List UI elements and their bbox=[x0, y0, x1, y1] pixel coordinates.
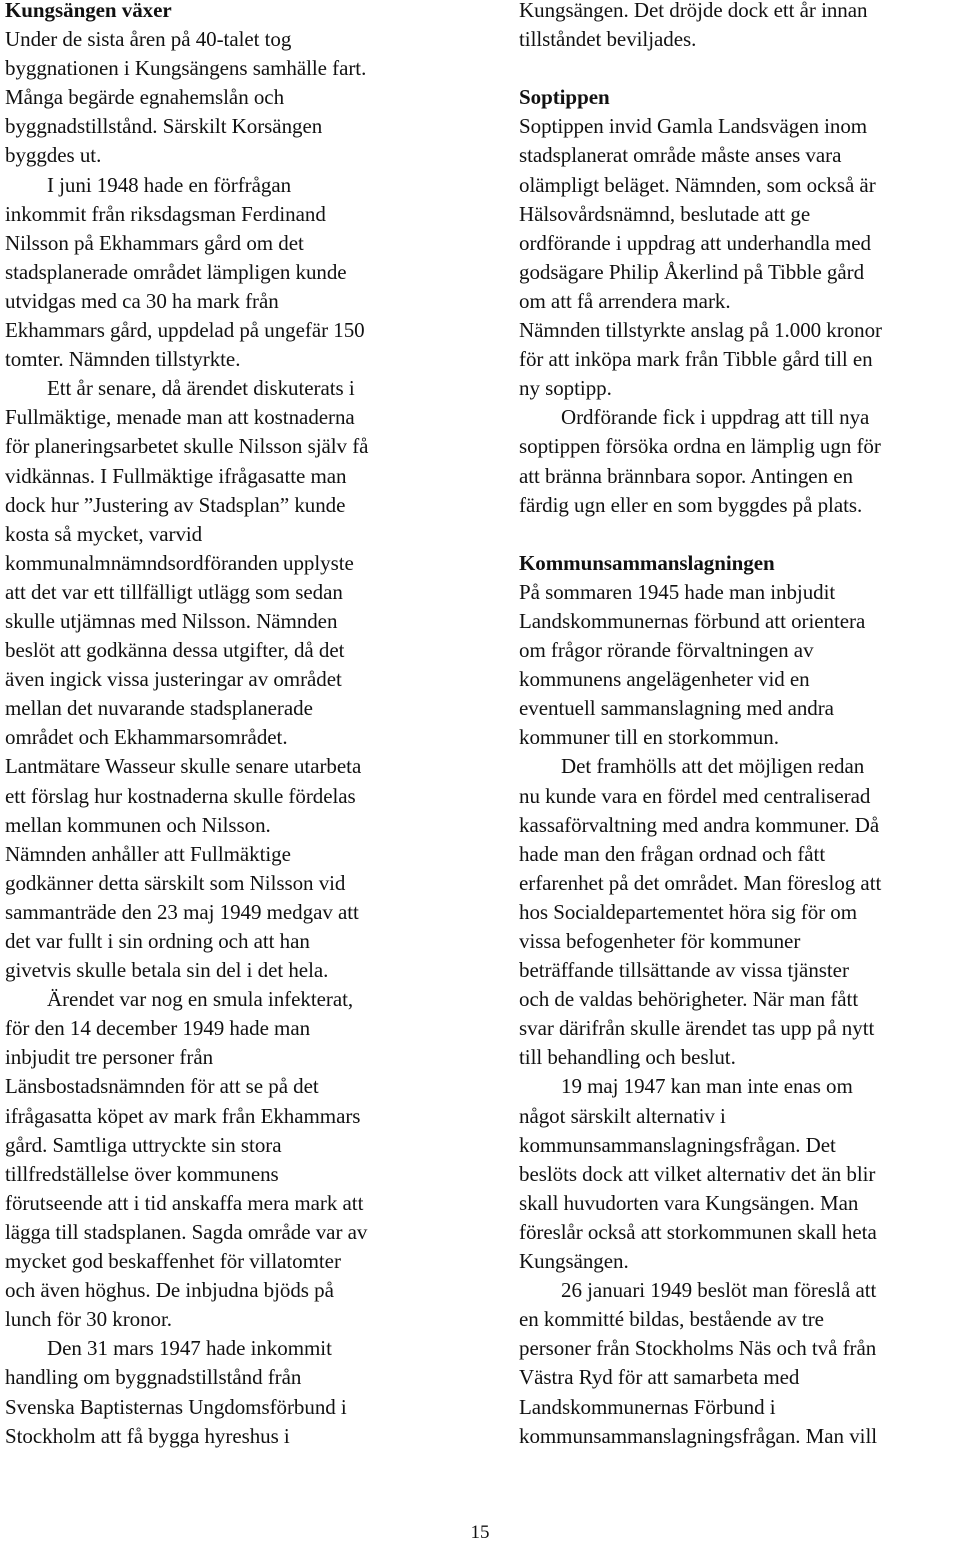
text-line: för den 14 december 1949 hade man bbox=[5, 1016, 311, 1041]
text-line: det var fullt i sin ordning och att han bbox=[5, 929, 310, 953]
text-line: Lantmätare Wasseur skulle senare utarbeta bbox=[5, 754, 362, 779]
text-line: inkommit från riksdagsman Ferdinand bbox=[5, 201, 326, 226]
text-line: Nämnden anhåller att Fullmäktige bbox=[5, 841, 291, 866]
text-line: att bränna brännbara sopor. Antingen en bbox=[519, 463, 853, 488]
text-line: beslöt att godkänna dessa utgifter, då det bbox=[5, 638, 345, 663]
text-line: kommunens angelägenheter vid en bbox=[519, 667, 810, 692]
text-line: ifrågasatta köpet av mark från Ekhammars bbox=[5, 1103, 361, 1128]
text-line: 19 maj 1947 kan man inte enas om bbox=[561, 1074, 853, 1099]
text-line: Ett år senare, då ärendet diskuterats i bbox=[47, 376, 355, 401]
text-line: byggnationen i Kungsängens samhälle fart. bbox=[5, 56, 367, 81]
text-line: byggdes ut. bbox=[5, 143, 102, 168]
text-line: gård. Samtliga uttryckte sin stora bbox=[5, 1132, 282, 1157]
text-line: beträffande tillsättande av vissa tjänster bbox=[519, 958, 849, 983]
text-line: Länsbostadsnämnden för att se på det bbox=[5, 1074, 319, 1099]
text-line: Nämnden tillstyrkte anslag på 1.000 kronor bbox=[519, 318, 882, 343]
paragraph-gap bbox=[519, 54, 959, 83]
text-line: för planeringsarbetet skulle Nilsson själv få bbox=[5, 434, 369, 459]
text-line: till behandling och beslut. bbox=[519, 1045, 736, 1070]
text-line: ett förslag hur kostnaderna skulle fördelas bbox=[5, 783, 356, 808]
text-line: godsägare Philip Åkerlind på Tibble gård bbox=[519, 259, 865, 284]
text-line: hos Socialdepartementet höra sig för om bbox=[519, 899, 858, 924]
text-line: något särskilt alternativ i bbox=[519, 1103, 726, 1128]
text-line: skall huvudorten vara Kungsängen. Man bbox=[519, 1190, 859, 1215]
text-line: utvidgas med ca 30 ha mark från bbox=[5, 288, 279, 313]
text-line: vidkännas. I Fullmäktige ifrågasatte man bbox=[5, 463, 347, 488]
right-column bbox=[519, 0, 959, 1451]
text-line: godkänner detta särskilt som Nilsson vid bbox=[5, 870, 346, 895]
text-line: kommuner till en storkommun. bbox=[519, 725, 779, 750]
text-line: ny soptipp. bbox=[519, 376, 612, 401]
text-line: beslöts dock att vilket alternativ det än blir bbox=[519, 1161, 876, 1186]
text-line: På sommaren 1945 hade man inbjudit bbox=[519, 579, 836, 604]
text-line: Nilsson på Ekhammars gård om det bbox=[5, 230, 304, 255]
text-line: inbjudit tre personer från bbox=[5, 1045, 214, 1070]
text-line: stadsplanerade området lämpligen kunde bbox=[5, 259, 347, 284]
text-line: Svenska Baptisternas Ungdomsförbund i bbox=[5, 1394, 347, 1419]
text-line: kommunsammanslagningsfrågan. Det bbox=[519, 1132, 836, 1157]
text-line: för att inköpa mark från Tibble gård till en bbox=[519, 347, 873, 372]
text-line: lunch för 30 kronor. bbox=[5, 1307, 172, 1332]
left-column bbox=[5, 0, 445, 1451]
text-line: en kommitté bildas, bestående av tre bbox=[519, 1307, 824, 1332]
text-line: att det var ett tillfälligt utlägg som sedan bbox=[5, 579, 343, 604]
text-line: olämpligt beläget. Nämnden, som också är bbox=[519, 172, 876, 197]
text-line: handling om byggnadstillstånd från bbox=[5, 1365, 302, 1390]
text-line: ordförande i uppdrag att underhandla med bbox=[519, 230, 871, 255]
text-line: mellan det nuvarande stadsplanerade bbox=[5, 696, 313, 721]
text-line: kommunsammanslagningsfrågan. Man vill bbox=[519, 1423, 878, 1448]
text-line: skulle utjämnas med Nilsson. Nämnden bbox=[5, 608, 338, 633]
text-line: Under de sista åren på 40-talet tog bbox=[5, 27, 292, 52]
text-line: kommunalmnämndsordföranden upplyste bbox=[5, 550, 354, 575]
text-line: Kungsängen. bbox=[519, 1249, 629, 1274]
text-line: nu kunde vara en fördel med centraliserad bbox=[519, 783, 871, 808]
text-line: Den 31 mars 1947 hade inkommit bbox=[47, 1336, 332, 1361]
text-line: tomter. Nämnden tillstyrkte. bbox=[5, 347, 241, 372]
text-line: eventuell sammanslagning med andra bbox=[519, 696, 834, 721]
text-line: Soptippen invid Gamla Landsvägen inom bbox=[519, 114, 868, 139]
text-line: Landskommunernas förbund att orientera bbox=[519, 608, 866, 633]
text-line: tillfredställelse över kommunens bbox=[5, 1161, 279, 1186]
text-line: dock hur ”Justering av Stadsplan” kunde bbox=[5, 492, 346, 517]
text-line: kosta så mycket, varvid bbox=[5, 521, 203, 546]
text-line: kassaförvaltning med andra kommuner. Då bbox=[519, 812, 880, 837]
section-heading: Kommunsammanslagningen bbox=[519, 550, 775, 575]
text-line: Fullmäktige, menade man att kostnaderna bbox=[5, 405, 355, 430]
text-line: givetvis skulle betala sin del i det hela. bbox=[5, 958, 329, 983]
page-number: 15 bbox=[470, 1522, 490, 1543]
text-line: Många begärde egnahemslån och bbox=[5, 85, 285, 110]
text-line: tillståndet beviljades. bbox=[519, 27, 697, 52]
text-line: byggnadstillstånd. Särskilt Korsängen bbox=[5, 114, 323, 139]
text-line: även ingick vissa justeringar av området bbox=[5, 667, 342, 692]
text-line: Det framhölls att det möjligen redan bbox=[561, 754, 865, 779]
text-line: Kungsängen. Det dröjde dock ett år innan bbox=[519, 0, 868, 22]
text-line: erfarenhet på det området. Man föreslog att bbox=[519, 870, 882, 895]
text-line: Ärendet var nog en smula infekterat, bbox=[47, 987, 354, 1012]
text-line: och de valdas behörigheter. När man fått bbox=[519, 987, 859, 1012]
text-line: 26 januari 1949 beslöt man föreslå att bbox=[561, 1278, 877, 1303]
text-line: sammanträde den 23 maj 1949 medgav att bbox=[5, 899, 359, 924]
text-line: om frågor rörande förvaltningen av bbox=[519, 638, 814, 663]
text-line: Hälsovårdsnämnd, beslutade att ge bbox=[519, 201, 811, 226]
section-heading: Kungsängen växer bbox=[5, 0, 172, 22]
text-line: Stockholm att få bygga hyreshus i bbox=[5, 1423, 290, 1448]
text-line: lägga till stadsplanen. Sagda område var av bbox=[5, 1219, 368, 1244]
text-line: I juni 1948 hade en förfrågan bbox=[47, 172, 292, 197]
text-line: Ekhammars gård, uppdelad på ungefär 150 bbox=[5, 318, 365, 343]
text-line: och även höghus. De inbjudna bjöds på bbox=[5, 1278, 334, 1303]
text-line: soptippen försöka ordna en lämplig ugn för bbox=[519, 434, 881, 459]
text-line: Landskommunernas Förbund i bbox=[519, 1394, 776, 1419]
text-line: Västra Ryd för att samarbeta med bbox=[519, 1365, 800, 1390]
text-line: mellan kommunen och Nilsson. bbox=[5, 812, 271, 837]
text-line: stadsplanerat område måste anses vara bbox=[519, 143, 842, 168]
text-line: föreslår också att storkommunen skall heta bbox=[519, 1219, 877, 1244]
text-line: mycket god beskaffenhet för villatomter bbox=[5, 1249, 341, 1274]
text-line: området och Ekhammarsområdet. bbox=[5, 725, 288, 750]
text-line: förutseende att i tid anskaffa mera mark att bbox=[5, 1190, 364, 1215]
paragraph-gap bbox=[519, 520, 959, 549]
text-line: personer från Stockholms Näs och två från bbox=[519, 1336, 877, 1361]
text-line: svar därifrån skulle ärendet tas upp på nytt bbox=[519, 1016, 875, 1041]
text-line: vissa befogenheter för kommuner bbox=[519, 929, 801, 953]
text-line: om att få arrendera mark. bbox=[519, 288, 731, 313]
text-line: hade man den frågan ordnad och fått bbox=[519, 841, 826, 866]
section-heading: Soptippen bbox=[519, 85, 610, 110]
text-line: färdig ugn eller en som byggdes på plats. bbox=[519, 492, 863, 517]
text-line: Ordförande fick i uppdrag att till nya bbox=[561, 405, 870, 430]
